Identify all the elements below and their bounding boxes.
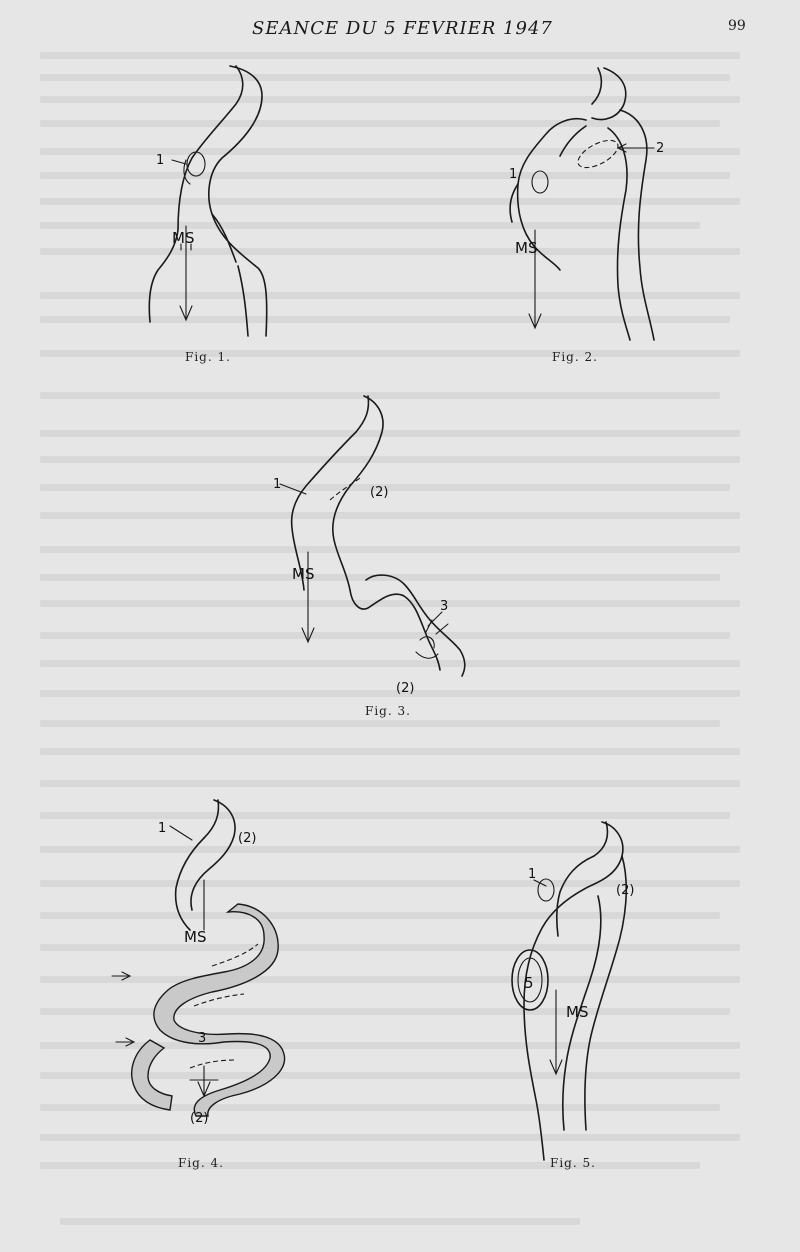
fig3-label-3: 3 xyxy=(440,599,449,614)
fig4-label-2b: (2) xyxy=(190,1111,209,1126)
fig3-label-ms: MS xyxy=(292,565,315,583)
figure-3-caption: Fig. 3. xyxy=(365,704,411,718)
fig4-label-ms: MS xyxy=(184,928,207,946)
fig4-label-1: 1 xyxy=(158,821,167,836)
fig5-label-ms: MS xyxy=(566,1003,589,1021)
figure-4-caption: Fig. 4. xyxy=(178,1156,224,1170)
fig2-label-ms: MS xyxy=(515,239,538,257)
fig5-label-1: 1 xyxy=(528,867,537,882)
fig3-label-2b: (2) xyxy=(396,681,415,696)
fig5-label-2: (2) xyxy=(616,883,635,898)
fig4-label-3: 3 xyxy=(198,1031,207,1046)
figure-1-drawing xyxy=(149,66,266,336)
page-number: 99 xyxy=(728,18,746,34)
figure-4-drawing xyxy=(112,800,285,1116)
figure-2-drawing xyxy=(510,68,654,340)
fig4-label-2a: (2) xyxy=(238,831,257,846)
fig1-label-ms: MS xyxy=(172,229,195,247)
fig2-label-1: 1 xyxy=(509,167,518,182)
running-title: SEANCE DU 5 FEVRIER 1947 xyxy=(252,18,553,39)
figure-3-drawing xyxy=(280,396,465,676)
fig3-label-1: 1 xyxy=(273,477,282,492)
fig5-label-5: 5 xyxy=(524,974,534,992)
figure-5-caption: Fig. 5. xyxy=(550,1156,596,1170)
fig3-label-2a: (2) xyxy=(370,485,389,500)
fig2-label-2: 2 xyxy=(656,141,665,156)
figure-1-caption: Fig. 1. xyxy=(185,350,231,364)
figure-2-caption: Fig. 2. xyxy=(552,350,598,364)
fig1-label-1: 1 xyxy=(156,153,165,168)
